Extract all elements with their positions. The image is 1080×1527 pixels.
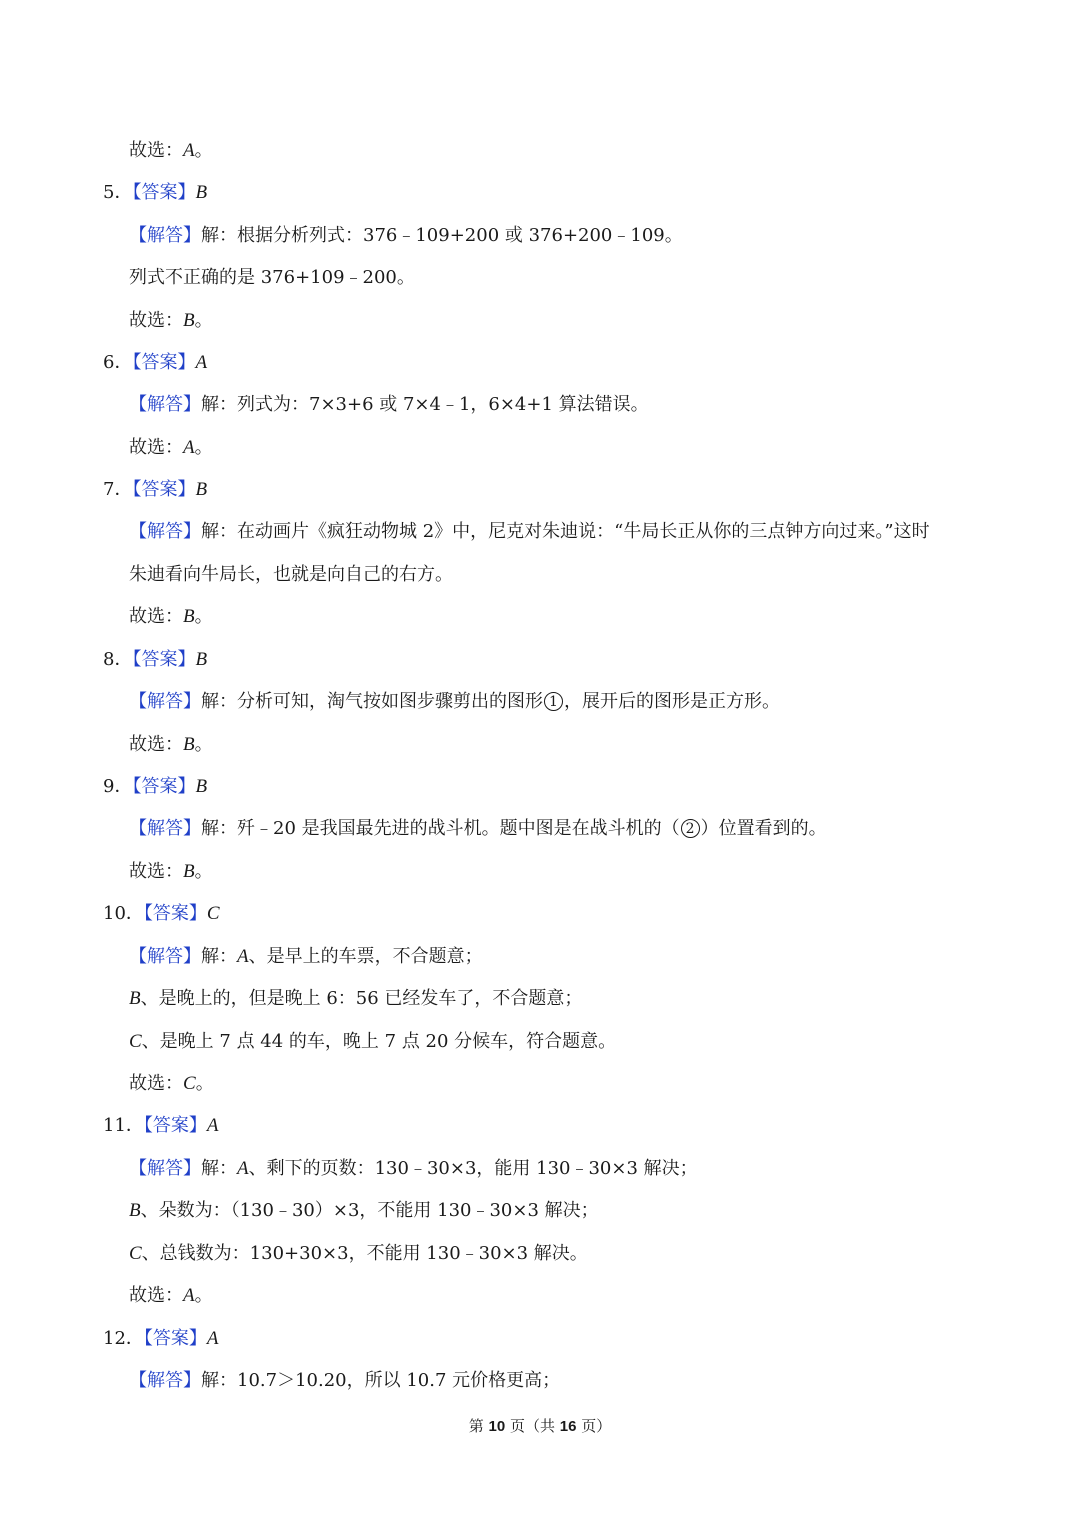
q9-answer-line (103, 775, 207, 799)
answer-tag: 【答案】 (143, 1115, 207, 1136)
answer-tag: 【答案】 (143, 903, 207, 924)
pick-value: A (183, 1285, 195, 1306)
footer-text: 页） (576, 1417, 612, 1435)
pick-value: B (183, 606, 195, 627)
q10-answer-line (103, 902, 220, 926)
q5-answer-line (103, 181, 207, 205)
solution-text: 、剩下的页数：130﹣30×3，能用 130﹣30×3 解决； (248, 1158, 698, 1179)
answer-value: B (195, 649, 208, 670)
q4-pick-line (129, 139, 213, 163)
q10-pick-line (129, 1072, 214, 1096)
q11-option-c-line (129, 1242, 588, 1266)
answer-tag: 【答案】 (132, 182, 196, 203)
solution-text: 、总钱数为：130+30×3，不能用 130﹣30×3 解决。 (141, 1243, 588, 1264)
answer-value: A (206, 1328, 219, 1349)
page-total: 16 (559, 1418, 577, 1435)
pick-label: 故选： (129, 437, 183, 458)
q11-solution-line (129, 1157, 698, 1181)
solution-text: 、是晚上 7 点 44 的车，晚上 7 点 20 分候车，符合题意。 (141, 1031, 617, 1052)
answer-tag: 【答案】 (132, 352, 196, 373)
solution-text: 解： (201, 1158, 237, 1179)
solution-tag: 【解答】 (129, 521, 201, 542)
punct: 。 (194, 310, 213, 331)
punct: 。 (194, 437, 213, 458)
option-letter: C (129, 1031, 142, 1052)
solution-text: 解：分析可知，淘气按如图步骤剪出的图形 (201, 691, 543, 712)
q10-option-b-line (129, 987, 582, 1011)
pick-value: A (183, 140, 195, 161)
punct: 。 (194, 1285, 213, 1306)
q11-pick-line (129, 1284, 213, 1308)
question-number: 9． (103, 776, 133, 797)
question-number: 5． (103, 182, 133, 203)
solution-text: 解：在动画片《疯狂动物城 2》中，尼克对朱迪说：“牛局长正从你的三点钟方向过来。”这时 (201, 521, 930, 542)
q5-solution-line-2 (129, 266, 415, 290)
punct: 。 (195, 1073, 214, 1094)
answer-tag: 【答案】 (132, 649, 196, 670)
page-footer (0, 1415, 1080, 1438)
pick-label: 故选： (129, 310, 183, 331)
pick-label: 故选： (129, 606, 183, 627)
pick-value: A (183, 437, 195, 458)
question-number: 8． (103, 649, 133, 670)
solution-text: 解： (201, 946, 237, 967)
q10-option-c-line (129, 1030, 616, 1054)
q10-solution-line (129, 945, 483, 969)
question-number: 10． (103, 903, 144, 924)
answer-value: B (195, 479, 208, 500)
footer-text: 页（共 (505, 1417, 560, 1435)
punct: 。 (194, 861, 213, 882)
q5-solution-line (129, 224, 683, 248)
option-letter: C (129, 1243, 142, 1264)
option-letter: B (129, 1200, 141, 1221)
footer-text: 第 (468, 1417, 489, 1435)
q6-solution-line (129, 393, 649, 417)
q12-solution-line (129, 1369, 560, 1393)
solution-tag: 【解答】 (129, 1158, 201, 1179)
option-letter: A (237, 946, 249, 967)
solution-tag: 【解答】 (129, 1370, 201, 1391)
option-letter: A (237, 1158, 249, 1179)
pick-value: C (183, 1073, 196, 1094)
pick-label: 故选： (129, 734, 183, 755)
solution-tag: 【解答】 (129, 225, 201, 246)
solution-tag: 【解答】 (129, 691, 201, 712)
answer-tag: 【答案】 (132, 479, 196, 500)
solution-text: 、是早上的车票，不合题意； (248, 946, 483, 967)
answer-tag: 【答案】 (143, 1328, 207, 1349)
solution-text: 、朵数为：（130﹣30）×3，不能用 130﹣30×3 解决； (140, 1200, 599, 1221)
solution-text: 解：歼﹣20 是我国最先进的战斗机。题中图是在战斗机的（ (201, 818, 680, 839)
q6-pick-line (129, 436, 213, 460)
q8-pick-line (129, 733, 213, 757)
q8-answer-line (103, 648, 207, 672)
answer-value: B (195, 776, 208, 797)
solution-text: 解：10.7＞10.20，所以 10.7 元价格更高； (201, 1370, 561, 1391)
pick-value: B (183, 310, 195, 331)
punct: 。 (194, 606, 213, 627)
solution-tag: 【解答】 (129, 394, 201, 415)
q6-answer-line (103, 351, 207, 375)
option-letter: B (129, 988, 141, 1009)
answer-value: A (195, 352, 208, 373)
question-number: 7． (103, 479, 133, 500)
solution-text: 朱迪看向牛局长，也就是向自己的右方。 (129, 564, 453, 585)
punct: 。 (194, 734, 213, 755)
answer-tag: 【答案】 (132, 776, 196, 797)
q7-solution-line (129, 520, 930, 544)
pick-value: B (183, 861, 195, 882)
q5-pick-line (129, 309, 213, 333)
page-number: 10 (488, 1418, 506, 1435)
q11-option-b-line (129, 1199, 599, 1223)
solution-text: ）位置看到的。 (700, 818, 827, 839)
answer-value: B (195, 182, 208, 203)
q9-solution-line (129, 817, 827, 841)
q8-solution-line (129, 690, 780, 714)
q11-answer-line (103, 1114, 219, 1138)
q9-pick-line (129, 860, 213, 884)
answer-value: A (206, 1115, 219, 1136)
circled-number: 1 (544, 692, 563, 711)
q7-pick-line (129, 605, 213, 629)
question-number: 11． (103, 1115, 144, 1136)
q12-answer-line (103, 1327, 219, 1351)
solution-text: 解：根据分析列式：376﹣109+200 或 376+200﹣109。 (201, 225, 683, 246)
solution-text: 列式不正确的是 376+109﹣200。 (129, 267, 415, 288)
pick-value: B (183, 734, 195, 755)
solution-tag: 【解答】 (129, 946, 201, 967)
pick-label: 故选： (129, 861, 183, 882)
answer-value: C (206, 903, 220, 924)
pick-label: 故选： (129, 1285, 183, 1306)
question-number: 6． (103, 352, 133, 373)
punct: 。 (194, 140, 213, 161)
solution-tag: 【解答】 (129, 818, 201, 839)
solution-text: ，展开后的图形是正方形。 (564, 691, 780, 712)
solution-text: 、是晚上的，但是晚上 6：56 已经发车了，不合题意； (140, 988, 583, 1009)
question-number: 12． (103, 1328, 144, 1349)
pick-label: 故选： (129, 140, 183, 161)
solution-text: 解：列式为：7×3+6 或 7×4﹣1，6×4+1 算法错误。 (201, 394, 649, 415)
q7-answer-line (103, 478, 207, 502)
pick-label: 故选： (129, 1073, 183, 1094)
circled-number: 2 (681, 819, 700, 838)
q7-solution-line-2 (129, 563, 453, 587)
